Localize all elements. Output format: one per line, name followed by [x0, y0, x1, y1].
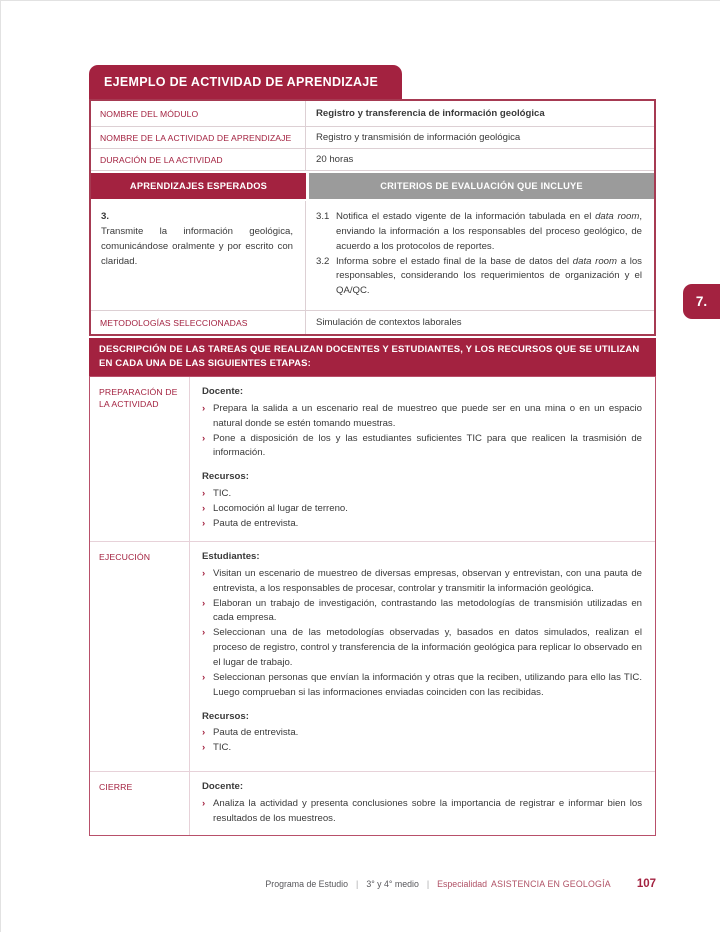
footer-divider: |: [356, 879, 359, 889]
criterion-number: 3.1: [316, 211, 330, 222]
chevron-bullet-icon: ›: [202, 797, 206, 809]
evaluation-criteria-cell: [306, 201, 654, 310]
task-group: [202, 550, 642, 701]
evaluation-criteria-header: CRITERIOS DE EVALUACIÓN QUE INCLUYE: [309, 173, 654, 199]
list-item: [202, 741, 642, 756]
list-item: [202, 567, 642, 597]
list-item: [202, 797, 642, 827]
stage-row-ejecucion: [90, 542, 655, 772]
learning-header-row: [91, 171, 654, 201]
group-heading: Recursos:: [202, 710, 249, 722]
list-item: [202, 517, 642, 532]
list-item: [202, 432, 642, 462]
group-heading: Docente:: [202, 386, 244, 397]
footer-specialty-label: Especialidad: [437, 879, 488, 889]
footer-specialty-value: ASISTENCIA EN GEOLOGÍA: [491, 879, 611, 889]
list-item-text: Pone a disposición de los y las estudiantes suficientes TIC para que realicen la trasmisión de información.: [213, 432, 642, 459]
chevron-bullet-icon: ›: [202, 503, 206, 515]
learning-content-row: [91, 201, 654, 311]
chevron-bullet-icon: ›: [202, 432, 206, 444]
row-value: Registro y transferencia de información geológica: [316, 108, 545, 119]
learning-text: Transmite la información geológica, comunicándose oralmente y por escrito con claridad.: [101, 225, 293, 267]
row-value: Registro y transmisión de información geológica: [316, 132, 521, 143]
stage-row-preparacion: [90, 377, 655, 542]
table-row: [91, 127, 654, 149]
chevron-bullet-icon: ›: [202, 488, 206, 500]
criterion-text-pre: Notifica el estado vigente de la información tabulada en el: [336, 211, 596, 222]
task-group: [202, 710, 642, 757]
page-title: EJEMPLO DE ACTIVIDAD DE APRENDIZAJE: [89, 65, 402, 99]
stage-label: EJECUCIÓN: [99, 552, 151, 562]
stage-content: [189, 772, 655, 835]
chevron-bullet-icon: ›: [202, 402, 206, 414]
row-value: 20 horas: [316, 154, 354, 165]
stage-content: [189, 542, 655, 771]
criterion-text-italic: data room: [595, 211, 640, 222]
row-label: DURACIÓN DE LA ACTIVIDAD: [91, 149, 306, 170]
chevron-bullet-icon: ›: [202, 742, 206, 754]
activity-info-table: [89, 99, 656, 336]
group-heading: Recursos:: [202, 471, 249, 483]
learning-number: 3.: [101, 211, 110, 222]
criterion-text-italic: data room: [572, 255, 618, 267]
criterion-text: [336, 210, 642, 255]
list-item: [202, 502, 642, 517]
stage-row-cierre: [90, 772, 655, 835]
list-item: [202, 671, 642, 701]
group-heading: Docente:: [202, 781, 244, 792]
criterion-text-post: , enviando la información a los responsables del proceso geológico, de acuerdo a los protocolos de reportes.: [336, 211, 642, 252]
page-footer: [89, 878, 656, 890]
list-item-text: Visitan un escenario de muestreo de diversas empresas, observan y entrevistan, con una pauta de entrevista, a los responsables de procesar, controlar y transmitir la información geológica.: [213, 567, 642, 594]
list-item-text: Elaboran un trabajo de investigación, contrastando las metodologías de transmisión utilizadas en cada empresa.: [213, 597, 642, 624]
list-item-text: Prepara la salida a un escenario real de muestreo que puede ser en una mina o en un espacio natural donde se estén tomando muestras.: [213, 402, 642, 429]
row-value: Simulación de contextos laborales: [316, 317, 462, 328]
chevron-bullet-icon: ›: [202, 597, 206, 609]
stage-content: [189, 377, 655, 541]
task-group: [202, 780, 642, 827]
table-row: [91, 101, 654, 127]
tasks-description-banner: DESCRIPCIÓN DE LAS TAREAS QUE REALIZAN DOCENTES Y ESTUDIANTES, Y LOS RECURSOS QUE SE UTILIZAN EN CADA UNA DE LAS SIGUIENTES ETAPAS:: [89, 338, 656, 376]
criterion-number: 3.2: [316, 255, 330, 267]
stage-label: PREPARACIÓN DE LA ACTIVIDAD: [99, 387, 178, 410]
list-item-text: Locomoción al lugar de terreno.: [213, 503, 348, 515]
chevron-bullet-icon: ›: [202, 727, 206, 739]
list-item: [202, 626, 642, 671]
table-row: [91, 311, 654, 334]
list-item-text: Seleccionan una de las metodologías observadas y, basados en datos simulados, realizan el proceso de registro, control y transferencia de la información geológica para replicar lo observado en el lugar de trabajo.: [213, 627, 642, 669]
chevron-bullet-icon: ›: [202, 567, 206, 579]
list-item-text: TIC.: [213, 742, 232, 754]
task-group: [202, 385, 642, 461]
chevron-bullet-icon: ›: [202, 627, 206, 639]
row-label: METODOLOGÍAS SELECCIONADAS: [91, 311, 306, 334]
page-number: 107: [636, 878, 656, 890]
stages-table: [89, 376, 656, 836]
footer-divider: |: [426, 879, 430, 889]
list-item: [202, 597, 642, 627]
table-row: [91, 149, 654, 171]
stage-label: CIERRE: [99, 782, 133, 792]
list-item: [202, 487, 642, 502]
row-label: NOMBRE DEL MÓDULO: [91, 101, 306, 126]
row-label: NOMBRE DE LA ACTIVIDAD DE APRENDIZAJE: [91, 127, 306, 148]
chevron-bullet-icon: ›: [202, 671, 206, 683]
expected-learnings-header: APRENDIZAJES ESPERADOS: [91, 173, 306, 199]
task-group: [202, 470, 642, 531]
criterion-item: [316, 210, 642, 255]
expected-learning-cell: [91, 201, 306, 310]
chapter-tab: 7.: [683, 284, 720, 319]
chevron-bullet-icon: ›: [202, 517, 206, 529]
group-heading: Estudiantes:: [202, 551, 260, 562]
list-item-text: Seleccionan personas que envían la información y otras que la reciben, utilizando para ello las TIC. Luego comprueban si las informaciones enviadas coinciden con las recibidas.: [213, 671, 642, 698]
list-item-text: Pauta de entrevista.: [213, 727, 299, 739]
list-item-text: Pauta de entrevista.: [213, 517, 299, 529]
criterion-text-post: a los responsables, considerando los requerimientos de organización y el QA/QC.: [336, 255, 642, 297]
criterion-text-pre: Informa sobre el estado final de la base de datos del: [336, 255, 573, 267]
list-item-text: TIC.: [213, 488, 232, 500]
footer-grade: 3° y 4° medio: [366, 879, 419, 889]
criterion-item: [316, 255, 642, 300]
list-item-text: Analiza la actividad y presenta conclusiones sobre la importancia de registrar e informar bien los resultados de los muestreos.: [213, 797, 642, 824]
list-item: [202, 402, 642, 432]
criterion-text: [336, 255, 642, 300]
list-item: [202, 726, 642, 741]
footer-program: Programa de Estudio: [265, 879, 349, 889]
